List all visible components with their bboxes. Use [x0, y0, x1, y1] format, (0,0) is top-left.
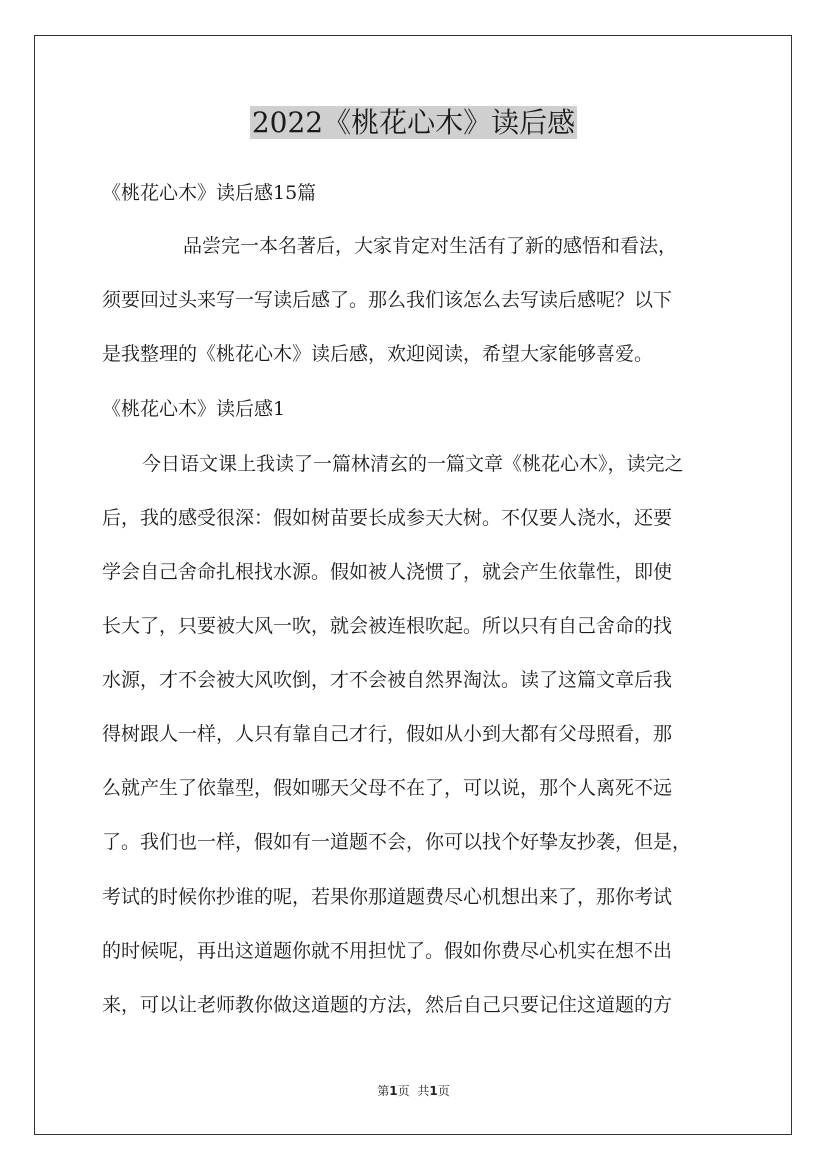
page-footer: [0, 1083, 827, 1099]
intro-line: 须要回过头来写一写读后感了。那么我们该怎么去写读后感呢？以下: [102, 289, 673, 311]
body-line: 了。我们也一样，假如有一道题不会，你可以找个好挚友抄袭，但是，: [102, 831, 692, 853]
body-line: 么就产生了依靠型，假如哪天父母不在了，可以说，那个人离死不远: [102, 777, 673, 799]
body-line: 来，可以让老师教你做这道题的方法，然后自己只要记住这道题的方: [102, 994, 673, 1016]
page-suffix: 页: [397, 1084, 410, 1098]
section-heading: 《桃花心木》读后感1: [102, 398, 286, 420]
body-line: 学会自己舍命扎根找水源。假如被人浇惯了，就会产生依靠性，即使: [102, 561, 673, 583]
page-total: 1: [429, 1084, 438, 1098]
total-suffix: 页: [437, 1084, 450, 1098]
body-line: 今日语文课上我读了一篇林清玄的一篇文章《桃花心木》，读完之: [142, 453, 684, 475]
body-line: 的时候呢，再出这道题你就不用担忧了。假如你费尽心机实在想不出: [102, 940, 673, 962]
body-line: 长大了，只要被大风一吹，就会被连根吹起。所以只有自己舍命的找: [102, 615, 673, 637]
intro-line: 是我整理的《桃花心木》读后感，欢迎阅读，希望大家能够喜爱。: [102, 343, 654, 365]
body-line: 后，我的感受很深：假如树苗要长成参天大树。不仅要人浇水，还要: [102, 507, 673, 529]
body-line: 得树跟人一样，人只有靠自己才行，假如从小到大都有父母照看，那: [102, 723, 673, 745]
page-current: 1: [389, 1084, 398, 1098]
intro-line: 品尝完一本名著后，大家肯定对生活有了新的感悟和看法，: [183, 235, 678, 257]
page-prefix: 第: [377, 1084, 390, 1098]
body-line: 考试的时候你抄谁的呢，若果你那道题费尽心机想出来了，那你考试: [102, 886, 673, 908]
total-prefix: 共: [417, 1084, 430, 1098]
document-title-text: 2022《桃花心木》读后感: [251, 106, 576, 139]
document-subtitle: 《桃花心木》读后感15篇: [102, 182, 317, 204]
document-title: [0, 100, 827, 146]
body-line: 水源，才不会被大风吹倒，才不会被自然界淘汰。读了这篇文章后我: [102, 669, 673, 691]
